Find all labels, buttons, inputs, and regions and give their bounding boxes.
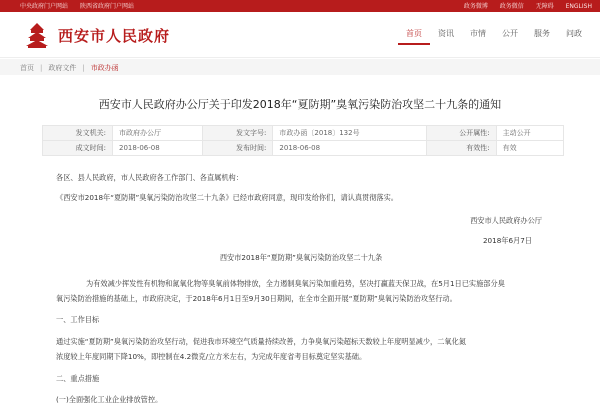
- breadcrumb: [20, 63, 119, 73]
- published-label: 发布时间:: [203, 141, 273, 156]
- nav-home[interactable]: 首页: [398, 28, 430, 45]
- document-date: 2018年6月7日: [482, 236, 532, 245]
- top-link-central-gov[interactable]: 中央政府门户网站: [20, 3, 69, 10]
- logo-text: 西安市人民政府: [58, 26, 171, 45]
- nav-disclosure[interactable]: 公开: [502, 29, 518, 38]
- nav-services[interactable]: 服务: [534, 29, 550, 38]
- breadcrumb-home[interactable]: 首页: [20, 64, 34, 72]
- docno-label: 发文字号:: [203, 126, 273, 141]
- public-label: 公开属性:: [426, 126, 496, 141]
- issuer-label: 发文机关:: [43, 126, 113, 141]
- section-heading-2: 二、重点措施: [56, 374, 100, 383]
- paragraph-1-line-2: 氧污染防治措施的基础上，市政府决定，于2018年6月1日至9月30日期间，在全市全面开展“夏防期”臭氧污染防治攻坚行动。: [56, 294, 457, 303]
- top-link-shaanxi-gov[interactable]: 陕西省政府门户网站: [79, 3, 134, 10]
- breadcrumb-separator: |: [82, 64, 85, 72]
- breadcrumb-current[interactable]: 市政办函: [90, 64, 119, 72]
- breadcrumb-gov-docs[interactable]: 政府文件: [48, 64, 77, 72]
- signature: 西安市人民政府办公厅: [470, 216, 542, 225]
- breadcrumb-bar: [0, 59, 600, 75]
- salutation: 各区、县人民政府，市人民政府各工作部门、各直属机构：: [56, 173, 243, 182]
- validity-value: 有效: [496, 141, 563, 156]
- site-header: [0, 12, 600, 58]
- table-row: [43, 141, 564, 156]
- paragraph-2-line-2: 浓度较上年度同期下降10%，即控制在4.2微克/立方米左右，为完成年度省考目标奠定坚实基础。: [56, 352, 367, 361]
- docno-value: 市政办函〔2018〕132号: [273, 126, 426, 141]
- document-meta-table: [42, 125, 564, 156]
- published-value: 2018-06-08: [273, 141, 426, 156]
- top-links-left: [20, 1, 144, 10]
- table-row: [43, 126, 564, 141]
- top-link-accessibility[interactable]: 无障碍: [535, 3, 554, 10]
- list-item: (一)全面强化工业企业排放管控。: [56, 395, 163, 404]
- created-value: 2018-06-08: [113, 141, 203, 156]
- top-link-wechat[interactable]: 政务微信: [499, 3, 524, 10]
- issuer-value: 市政府办公厅: [113, 126, 203, 141]
- public-value: 主动公开: [496, 126, 563, 141]
- section-heading-1: 一、工作目标: [56, 315, 100, 324]
- sub-title: 西安市2018年“夏防期”臭氧污染防治攻坚二十九条: [219, 253, 383, 262]
- paragraph-2-line-1: 通过实施“夏防期”臭氧污染防治攻坚行动，促进我市环境空气质量持续改善，力争臭氧污染超标天数较上年度明显减少，二氧化氮: [56, 337, 466, 346]
- validity-label: 有效性:: [426, 141, 496, 156]
- bell-tower-logo-icon: [22, 20, 52, 50]
- breadcrumb-separator: |: [40, 64, 43, 72]
- top-link-english[interactable]: ENGLISH: [565, 3, 592, 10]
- nav-news[interactable]: 资讯: [438, 29, 454, 38]
- site-logo[interactable]: [22, 20, 170, 50]
- top-bar: [0, 0, 600, 12]
- document-title: 西安市人民政府办公厅关于印发2018年“夏防期”臭氧污染防治攻坚二十九条的通知: [98, 98, 502, 111]
- nav-city-info[interactable]: 市情: [470, 29, 486, 38]
- top-links-right: [454, 1, 592, 10]
- main-nav: [398, 28, 590, 45]
- intro-paragraph: 《西安市2018年“夏防期”臭氧污染防治攻坚二十九条》已经市政府同意，现印发给你们，请认真贯彻落实。: [56, 193, 398, 202]
- created-label: 成文时间:: [43, 141, 113, 156]
- paragraph-1-line-1: 为有效减少挥发性有机物和氮氧化物等臭氧前体物排放，全力遏制臭氧污染加重趋势，坚决打赢蓝天保卫战，在5月1日已实施部分臭: [86, 279, 505, 288]
- nav-inquiry[interactable]: 问政: [566, 29, 582, 38]
- top-link-weibo[interactable]: 政务微博: [463, 3, 488, 10]
